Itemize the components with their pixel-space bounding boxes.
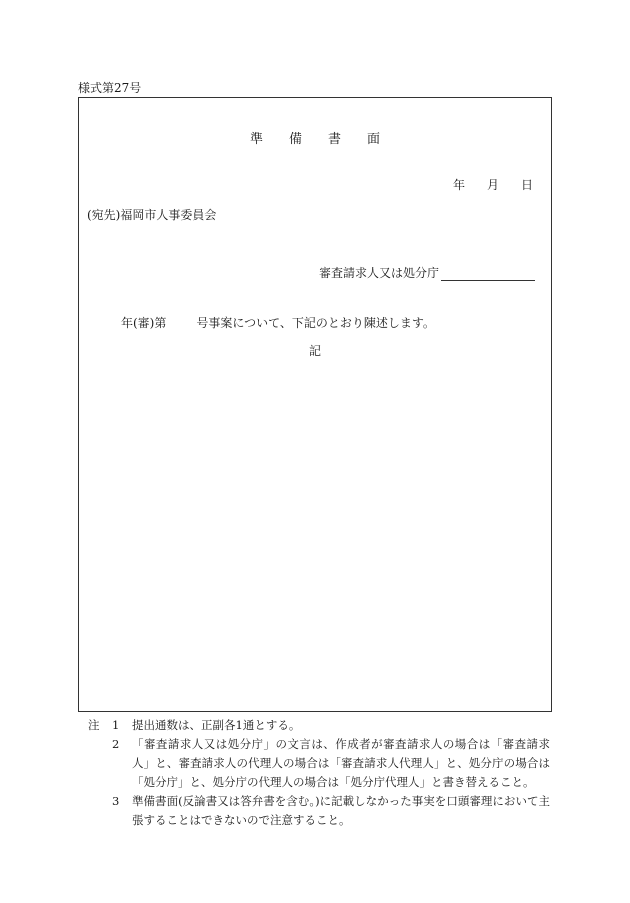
date-month: 月: [486, 178, 499, 192]
note-number: 1: [112, 718, 120, 732]
notes-label: 注: [88, 718, 100, 732]
ki-heading: 記: [308, 344, 321, 358]
note-number: 3: [112, 794, 120, 808]
note-text: 「審査請求人又は処分庁」の文言は、作成者が審査請求人の場合は「審査請求人」と、審査請求人の代理人の場合は「審査請求人代理人」と、処分庁の場合は「処分庁」と、処分庁の代理人の場合は「処分庁代理人」と書き替えること。: [132, 737, 550, 789]
form-number: 様式第27号: [78, 81, 142, 95]
note-number: 2: [112, 737, 120, 751]
date-year: 年: [452, 178, 465, 192]
note-text: 提出通数は、正副各1通とする。: [132, 718, 301, 732]
signer-label: 審査請求人又は処分庁: [318, 266, 439, 280]
note-item: [88, 716, 550, 735]
statement-part2: 号事案について、下記のとおり陳述します。: [196, 316, 435, 330]
document-frame: [78, 97, 552, 712]
statement-part1: 年(審)第: [121, 316, 167, 330]
date-day: 日: [520, 178, 533, 192]
statement-line: [121, 314, 435, 331]
notes-section: [88, 716, 550, 830]
note-item: [88, 792, 550, 830]
addressee: (宛先)福岡市人事委員会: [87, 208, 217, 222]
note-item: [88, 735, 550, 792]
signer-name-field[interactable]: [441, 266, 535, 281]
note-text: 準備書面(反論書又は答弁書を含む。)に記載しなかった事実を口頭審理において主張することはできないので注意すること。: [132, 794, 550, 827]
date-line: [453, 176, 533, 193]
document-title: 準備書面: [249, 132, 406, 147]
signer-line: [319, 264, 535, 281]
